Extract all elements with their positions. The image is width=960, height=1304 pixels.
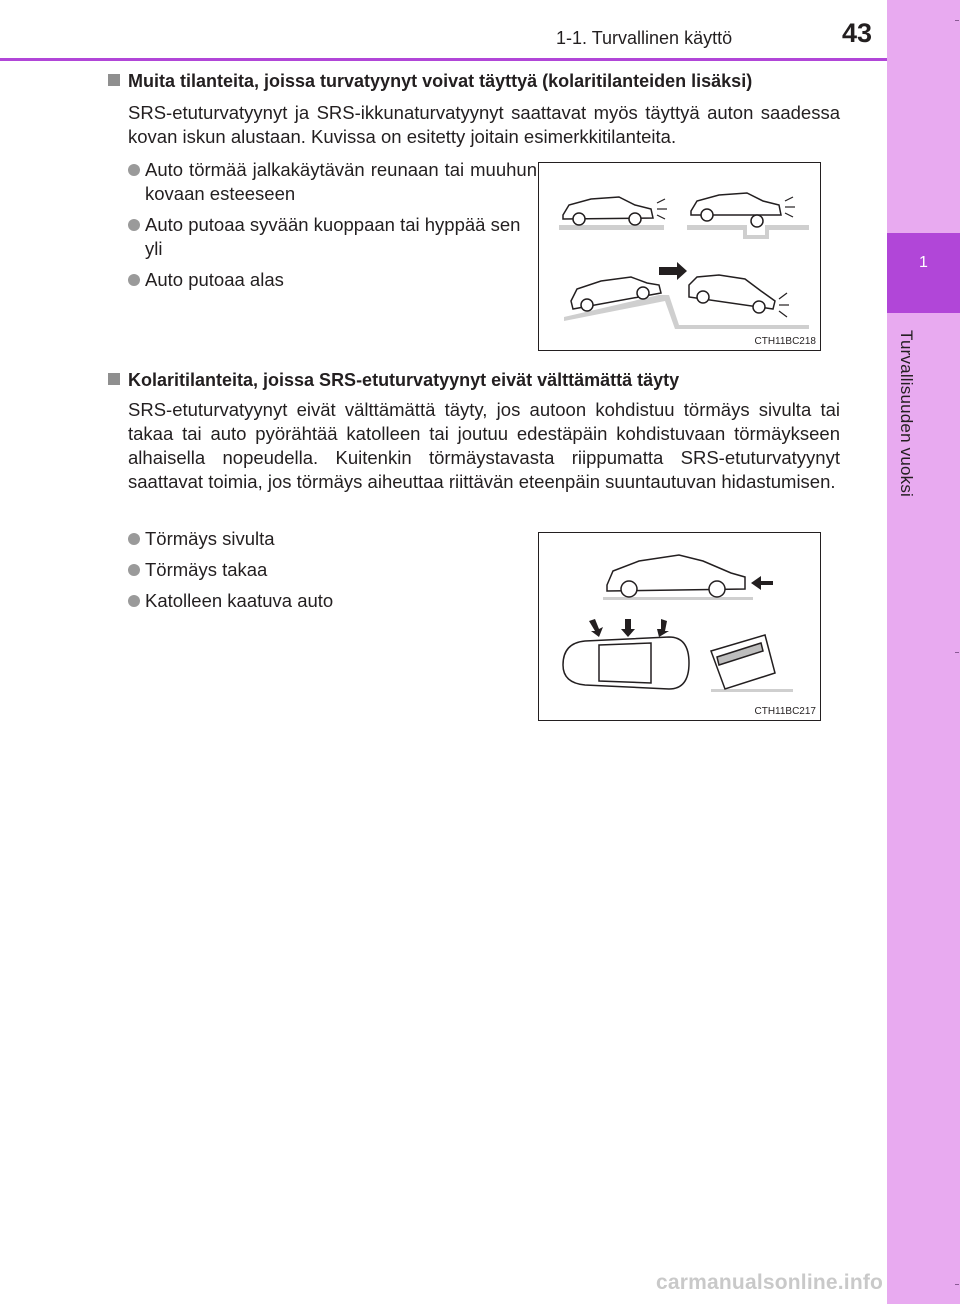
list-item-text: Törmäys takaa — [145, 559, 268, 580]
road-surface — [711, 689, 793, 692]
impact-lines-icon — [657, 199, 667, 219]
arrow-right-icon — [659, 262, 687, 280]
arrow-down-icon — [589, 619, 669, 637]
section1-paragraph: SRS-etuturvatyynyt ja SRS-ikkunaturvatyynyt saattavat myös täyttyä auton saadessa kovan iskun alustaan. Kuvissa on esitetty joitain esimerkkitilanteita. — [128, 102, 840, 147]
page-number: 43 — [842, 18, 873, 48]
list-item-text: Auto putoaa alas — [145, 269, 284, 290]
car-collision-types-illustration — [539, 533, 820, 720]
circle-bullet-icon — [128, 533, 140, 545]
circle-bullet-icon — [128, 164, 140, 176]
car-icon — [607, 555, 745, 597]
section2-heading — [108, 370, 679, 391]
edge-tick — [955, 20, 959, 21]
section2-heading-text: Kolaritilanteita, joissa SRS-etuturvatyynyt eivät välttämättä täyty — [128, 370, 680, 390]
section1-heading-text: Muita tilanteita, joissa turvatyynyt voivat täyttyä (kolaritilanteiden lisäksi) — [128, 71, 753, 91]
list-item-text: Katolleen kaatuva auto — [145, 590, 334, 611]
road-surface — [603, 597, 753, 600]
road-surface — [559, 225, 664, 230]
square-bullet-icon — [108, 373, 120, 385]
figure-curb-pothole-drop — [538, 162, 821, 351]
circle-bullet-icon — [128, 219, 140, 231]
road-pothole — [687, 225, 809, 239]
list-item — [128, 158, 537, 206]
section2-paragraph: SRS-etuturvatyynyt eivät välttämättä täyty, jos autoon kohdistuu törmäys sivulta tai takaa tai auto pyörähtää katolleen tai joutuu edestäpäin kohdistuvaan törmäykseen alhaisella nopeudella. Kuitenkin törmäystavasta riippumatta SRS-etuturvatyynyt saattavat toimia, jos törmäys aiheuttaa riittävän eteenpäin suuntautuvan hidastumisen. — [128, 399, 840, 492]
section1-heading — [108, 71, 752, 92]
impact-lines-icon — [785, 197, 795, 217]
watermark: carmanualsonline.info — [656, 1271, 884, 1294]
header-rule — [0, 58, 887, 61]
list-item — [128, 558, 267, 582]
chapter-number: 1 — [919, 254, 928, 271]
circle-bullet-icon — [128, 564, 140, 576]
list-item — [128, 268, 284, 292]
figure-side-rear-rollover — [538, 532, 821, 721]
arrow-left-icon — [751, 576, 773, 590]
square-bullet-icon — [108, 74, 120, 86]
car-icon — [689, 275, 775, 313]
figure-code: CTH11BC217 — [754, 706, 816, 717]
list-item-text: Auto törmää jalkakäytävän reunaan tai muuhun kovaan esteeseen — [145, 159, 537, 204]
list-item-text: Törmäys sivulta — [145, 528, 275, 549]
chapter-side-tab-active — [887, 233, 960, 313]
list-item — [128, 527, 275, 551]
edge-tick — [955, 1284, 959, 1285]
circle-bullet-icon — [128, 274, 140, 286]
list-item — [128, 213, 537, 261]
car-top-view-icon — [563, 637, 689, 689]
car-icon — [563, 197, 653, 225]
car-rollover-icon — [711, 635, 775, 689]
car-impact-illustration — [539, 163, 820, 350]
section-title: 1-1. Turvallinen käyttö — [556, 28, 733, 48]
car-icon — [691, 193, 781, 227]
impact-lines-icon — [779, 293, 789, 317]
list-item-text: Auto putoaa syvään kuoppaan tai hyppää sen yli — [145, 214, 521, 259]
chapter-side-tab — [887, 0, 960, 1304]
edge-tick — [955, 652, 959, 653]
circle-bullet-icon — [128, 595, 140, 607]
chapter-title: Turvallisuuden vuoksi — [897, 330, 916, 498]
figure-code: CTH11BC218 — [754, 336, 816, 347]
list-item — [128, 589, 333, 613]
